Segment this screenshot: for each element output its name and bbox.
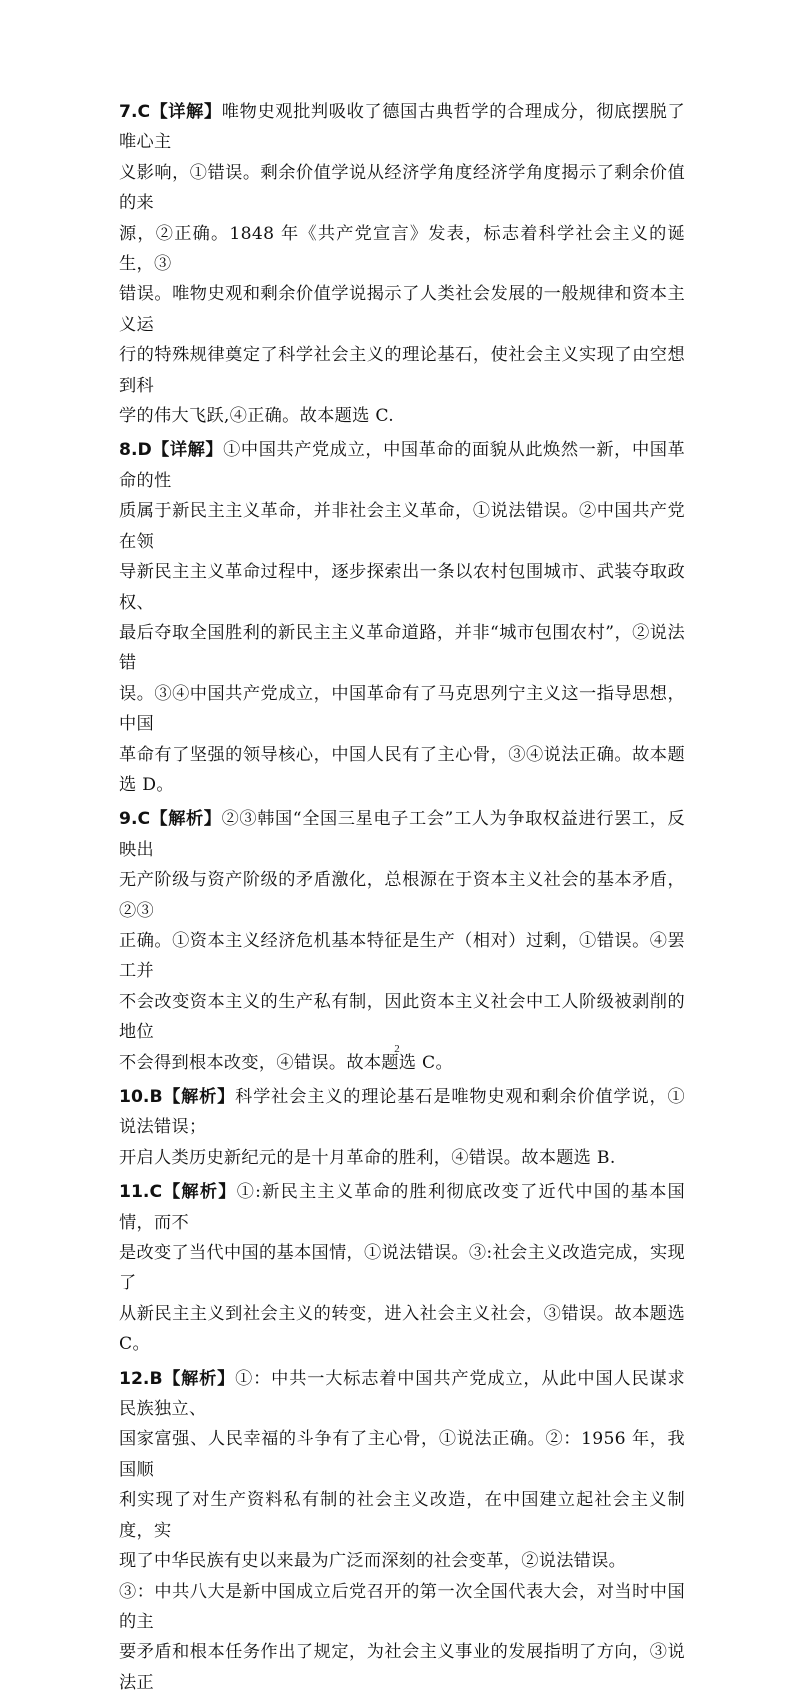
answer-line: 正确。①资本主义经济危机基本特征是生产（相对）过剩，①错误。④罢工并 [119,930,685,982]
answer-line: 源，②正确。1848 年《共产党宣言》发表，标志着科学社会主义的诞生，③ [119,223,685,275]
answer-item [119,1177,685,1359]
answer-line: 导新民主主义革命过程中，逐步探索出一条以农村包围城市、武装夺取政权、 [119,562,685,613]
answer-line [119,97,685,158]
answer-line: 质属于新民主主义革命，并非社会主义革命，①说法错误。②中国共产党在领 [119,501,685,552]
answer-line: 不会得到根本改变，④错误。故本题选 C。 [119,1052,453,1073]
answer-number: 7.C [119,102,151,122]
answer-text: 唯物史观批判吸收了德国古典哲学的合理成分，彻底摆脱了唯心主 [119,102,685,153]
answer-text: 科学社会主义的理论基石是唯物史观和剩余价值学说，①说法错误； [119,1087,685,1138]
answer-line [119,1364,685,1425]
answer-line: 开启人类历史新纪元的是十月革命的胜利，④错误。故本题选 B. [119,1147,616,1168]
answer-line [119,1082,685,1143]
answer-list [119,97,685,1702]
answer-line: 学的伟大飞跃,④正确。故本题选 C. [119,406,394,427]
answer-line: 国家富强、人民幸福的斗争有了主心骨，①说法正确。②：1956 年，我国顺 [119,1429,685,1480]
answer-line: 从新民主主义到社会主义的转变，进入社会主义社会，③错误。故本题选 C。 [119,1303,685,1355]
answer-number: 9.C [119,809,151,830]
answer-number: 12.B [119,1368,163,1389]
page-number: 2 [394,1043,400,1055]
answer-number: 10.B [119,1087,163,1107]
answer-line: 现了中华民族有史以来最为广泛而深刻的社会变革，②说法错误。 [119,1551,627,1572]
answer-item [119,1364,685,1698]
answer-tag: 【详解】 [151,440,224,461]
answer-tag: 【解析】 [162,1182,237,1203]
answer-text: ②③韩国“全国三星电子工会”工人为争取权益进行罢工，反映出 [119,809,685,860]
answer-line: 要矛盾和根本任务作出了规定，为社会主义事业的发展指明了方向，③说法正 [119,1642,685,1693]
answer-tag: 【解析】 [150,809,222,830]
answer-line: 错误。唯物史观和剩余价值学说揭示了人类社会发展的一般规律和资本主义运 [119,284,685,335]
answer-line [119,435,685,496]
answer-item [119,97,685,431]
answer-line: 行的特殊规律奠定了科学社会主义的理论基石，使社会主义实现了由空想到科 [119,345,685,396]
answer-line: 是改变了当代中国的基本国情，①说法错误。③:社会主义改造完成，实现了 [119,1243,685,1294]
answer-line: 不会改变资本主义的生产私有制，因此资本主义社会中工人阶级被剥削的地位 [119,991,685,1043]
answer-line: 利实现了对生产资料私有制的社会主义改造，在中国建立起社会主义制度，实 [119,1490,685,1541]
answer-item [119,804,685,1078]
answer-text: ①:新民主主义革命的胜利彻底改变了近代中国的基本国情，而不 [119,1182,685,1233]
answer-tag: 【详解】 [150,102,222,122]
answer-text: ①：中共一大标志着中国共产党成立，从此中国人民谋求民族独立、 [119,1368,685,1420]
answer-line: 误。③④中国共产党成立，中国革命有了马克思列宁主义这一指导思想，中国 [119,683,685,735]
answer-item [119,1082,685,1173]
answer-tag: 【解析】 [162,1087,236,1107]
answer-number: 8.D [119,440,152,461]
answer-tag: 【解析】 [162,1368,236,1389]
answer-number: 11.C [119,1182,163,1203]
answer-line [119,1177,685,1238]
answer-line [119,804,685,865]
answer-line: 最后夺取全国胜利的新民主主义革命道路，并非“城市包围农村”，②说法错 [119,622,685,674]
answer-line: ③：中共八大是新中国成立后党召开的第一次全国代表大会，对当时中国的主 [119,1581,685,1632]
answer-line: 革命有了坚强的领导核心，中国人民有了主心骨，③④说法正确。故本题选 D。 [119,744,685,795]
answer-line: 义影响，①错误。剩余价值学说从经济学角度经济学角度揭示了剩余价值的来 [119,162,685,214]
answer-item [119,435,685,800]
answer-line: 无产阶级与资产阶级的矛盾激化，总根源在于资本主义社会的基本矛盾，②③ [119,870,685,921]
answer-text: ①中国共产党成立，中国革命的面貌从此焕然一新，中国革命的性 [119,440,685,491]
